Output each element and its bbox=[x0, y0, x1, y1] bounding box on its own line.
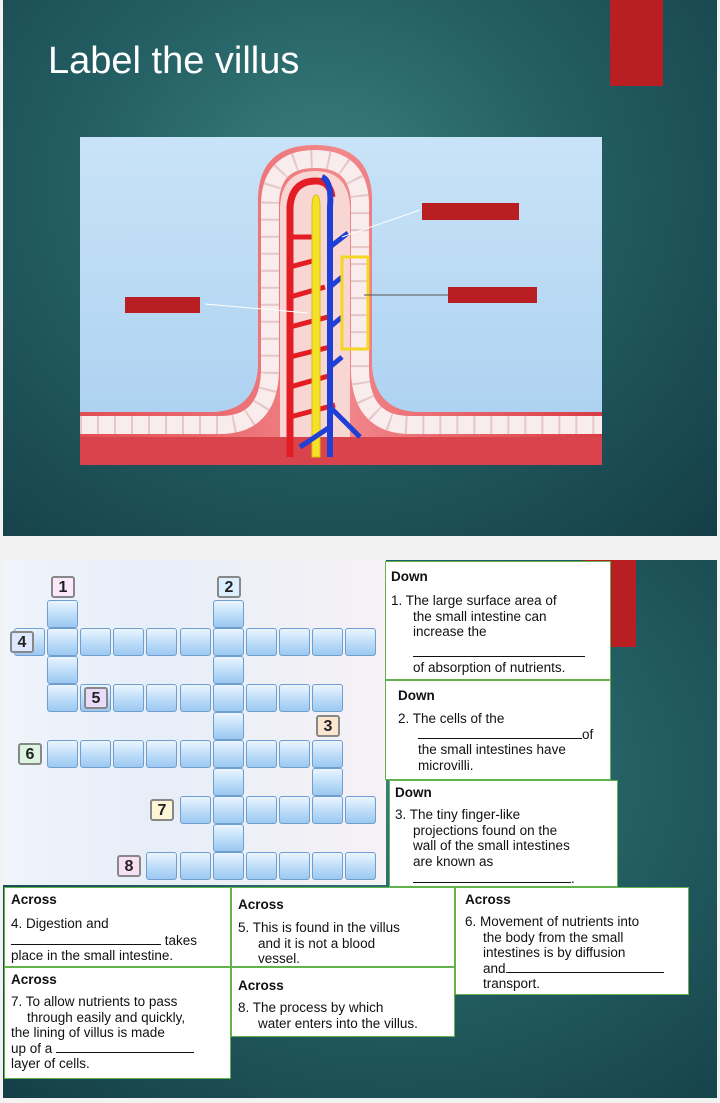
clue-text: microvilli. bbox=[418, 757, 474, 773]
clue-number-4: 4 bbox=[10, 631, 34, 653]
clue-text: and bbox=[483, 960, 506, 976]
crossword-cell[interactable] bbox=[213, 684, 244, 712]
clue-text: of bbox=[582, 726, 594, 742]
clue-number: 4. bbox=[11, 916, 23, 931]
crossword-cell[interactable] bbox=[312, 796, 343, 824]
clue-down-2 bbox=[385, 680, 611, 780]
answer-blank[interactable] bbox=[11, 934, 161, 945]
clue-text: The process by which bbox=[252, 1000, 384, 1015]
red-tab-decoration bbox=[610, 0, 663, 86]
crossword-cell[interactable] bbox=[345, 796, 376, 824]
clue-heading: Across bbox=[11, 892, 57, 907]
crossword-cell[interactable] bbox=[180, 684, 211, 712]
clue-text: vessel. bbox=[258, 951, 301, 966]
clue-number: 7. bbox=[11, 994, 23, 1009]
clue-text: This is found in the villus bbox=[252, 920, 400, 935]
crossword-cell[interactable] bbox=[246, 852, 277, 880]
clue-heading: Across bbox=[465, 892, 511, 907]
clue-text: The tiny finger-like bbox=[409, 807, 521, 822]
slide-title: Label the villus bbox=[48, 40, 300, 82]
crossword-cell[interactable] bbox=[146, 628, 177, 656]
clue-across-6 bbox=[455, 887, 689, 995]
crossword-cell[interactable] bbox=[345, 852, 376, 880]
crossword-cell[interactable] bbox=[312, 768, 343, 796]
clue-text: The cells of the bbox=[412, 711, 505, 726]
clue-number-2: 2 bbox=[217, 576, 241, 598]
crossword-cell[interactable] bbox=[47, 740, 78, 768]
label-box-left[interactable] bbox=[125, 297, 200, 313]
clue-text: Movement of nutrients into bbox=[480, 914, 640, 929]
clue-text: layer of cells. bbox=[11, 1056, 90, 1071]
label-box-mid-right[interactable] bbox=[448, 287, 537, 303]
clue-text: transport. bbox=[483, 976, 541, 991]
crossword-cell[interactable] bbox=[246, 628, 277, 656]
clue-heading: Across bbox=[11, 972, 57, 987]
clue-text: intestines is by diffusion bbox=[483, 945, 626, 960]
crossword-cell[interactable] bbox=[213, 824, 244, 852]
crossword-cell[interactable] bbox=[213, 796, 244, 824]
clue-text: up of a bbox=[11, 1040, 53, 1056]
crossword-grid bbox=[3, 560, 386, 885]
clue-number: 2. bbox=[398, 711, 410, 726]
clue-text: of absorption of nutrients. bbox=[413, 660, 566, 675]
crossword-cell[interactable] bbox=[47, 600, 78, 628]
crossword-cell[interactable] bbox=[312, 628, 343, 656]
clue-number: 5. bbox=[238, 920, 250, 935]
crossword-cell[interactable] bbox=[80, 740, 111, 768]
clue-across-4 bbox=[4, 887, 231, 967]
clue-heading: Across bbox=[238, 978, 284, 993]
clue-number: 3. bbox=[395, 807, 407, 822]
answer-blank[interactable] bbox=[413, 872, 571, 883]
clue-down-1 bbox=[385, 561, 611, 680]
clue-across-7 bbox=[4, 967, 231, 1079]
clue-heading: Across bbox=[238, 897, 284, 912]
crossword-cell[interactable] bbox=[180, 740, 211, 768]
answer-blank[interactable] bbox=[506, 962, 664, 973]
clue-number-6: 6 bbox=[18, 743, 42, 765]
label-box-top-right[interactable] bbox=[422, 203, 519, 220]
villus-diagram bbox=[80, 137, 602, 465]
clue-number: 6. bbox=[465, 914, 477, 929]
crossword-cell[interactable] bbox=[213, 852, 244, 880]
clue-heading: Down bbox=[398, 688, 435, 703]
clue-text: the small intestines have bbox=[418, 742, 566, 757]
crossword-cell[interactable] bbox=[146, 852, 177, 880]
crossword-cell[interactable] bbox=[47, 628, 78, 656]
clue-text: are known as bbox=[413, 853, 494, 869]
clue-text: the body from the small bbox=[483, 929, 624, 945]
clue-text: place in the small intestine. bbox=[11, 948, 174, 963]
slide-label-villus bbox=[3, 0, 717, 536]
answer-blank[interactable] bbox=[413, 646, 585, 657]
crossword-cell[interactable] bbox=[213, 768, 244, 796]
crossword-cell[interactable] bbox=[312, 852, 343, 880]
crossword-cell[interactable] bbox=[47, 684, 78, 712]
crossword-cell[interactable] bbox=[312, 684, 343, 712]
crossword-cell[interactable] bbox=[345, 628, 376, 656]
crossword-cell[interactable] bbox=[180, 796, 211, 824]
clue-number: 8. bbox=[238, 1000, 250, 1015]
crossword-cell[interactable] bbox=[246, 740, 277, 768]
clue-number-7: 7 bbox=[150, 799, 174, 821]
crossword-cell[interactable] bbox=[180, 852, 211, 880]
crossword-cell[interactable] bbox=[213, 740, 244, 768]
crossword-cell[interactable] bbox=[279, 796, 310, 824]
clue-text: through easily and quickly, bbox=[27, 1009, 186, 1025]
crossword-cell[interactable] bbox=[213, 656, 244, 684]
clue-text: takes bbox=[164, 932, 198, 948]
crossword-cell[interactable] bbox=[312, 740, 343, 768]
crossword-cell[interactable] bbox=[180, 628, 211, 656]
clue-down-3 bbox=[389, 780, 618, 887]
clue-across-5 bbox=[231, 887, 455, 967]
crossword-cell[interactable] bbox=[279, 684, 310, 712]
crossword-cell[interactable] bbox=[113, 740, 144, 768]
crossword-cell[interactable] bbox=[246, 684, 277, 712]
clue-heading: Down bbox=[391, 569, 428, 584]
clue-text: the small intestine can bbox=[413, 608, 547, 624]
clue-number-5: 5 bbox=[84, 687, 108, 709]
crossword-cell[interactable] bbox=[246, 796, 277, 824]
crossword-cell[interactable] bbox=[213, 628, 244, 656]
crossword-cell[interactable] bbox=[113, 628, 144, 656]
villus-illustration bbox=[80, 137, 602, 465]
crossword-cell[interactable] bbox=[213, 712, 244, 740]
clue-text: To allow nutrients to pass bbox=[25, 994, 178, 1009]
crossword-cell[interactable] bbox=[80, 628, 111, 656]
clue-number-1: 1 bbox=[51, 576, 75, 598]
slide-crossword bbox=[3, 560, 717, 1098]
crossword-cell[interactable] bbox=[146, 684, 177, 712]
clue-text: the lining of villus is made bbox=[11, 1025, 165, 1040]
clue-text: and it is not a blood bbox=[258, 935, 376, 951]
clue-text: water enters into the villus. bbox=[258, 1015, 418, 1031]
crossword-cell[interactable] bbox=[279, 628, 310, 656]
clue-number-3: 3 bbox=[316, 715, 340, 737]
crossword-cell[interactable] bbox=[279, 740, 310, 768]
clue-text: The large surface area of bbox=[405, 593, 557, 608]
answer-blank[interactable] bbox=[418, 728, 582, 739]
crossword-cell[interactable] bbox=[279, 852, 310, 880]
clue-heading: Down bbox=[395, 785, 432, 800]
clue-text: Digestion and bbox=[26, 916, 109, 931]
clue-text: . bbox=[571, 871, 575, 886]
crossword-cell[interactable] bbox=[146, 740, 177, 768]
clue-text: projections found on the bbox=[413, 822, 558, 838]
clue-number: 1. bbox=[391, 593, 403, 608]
crossword-cell[interactable] bbox=[113, 684, 144, 712]
answer-blank[interactable] bbox=[56, 1042, 194, 1053]
crossword-cell[interactable] bbox=[213, 600, 244, 628]
clue-text: wall of the small intestines bbox=[413, 838, 570, 853]
clue-across-8 bbox=[231, 967, 455, 1037]
crossword-cell[interactable] bbox=[47, 656, 78, 684]
clue-text: increase the bbox=[413, 624, 487, 639]
clue-number-8: 8 bbox=[117, 855, 141, 877]
